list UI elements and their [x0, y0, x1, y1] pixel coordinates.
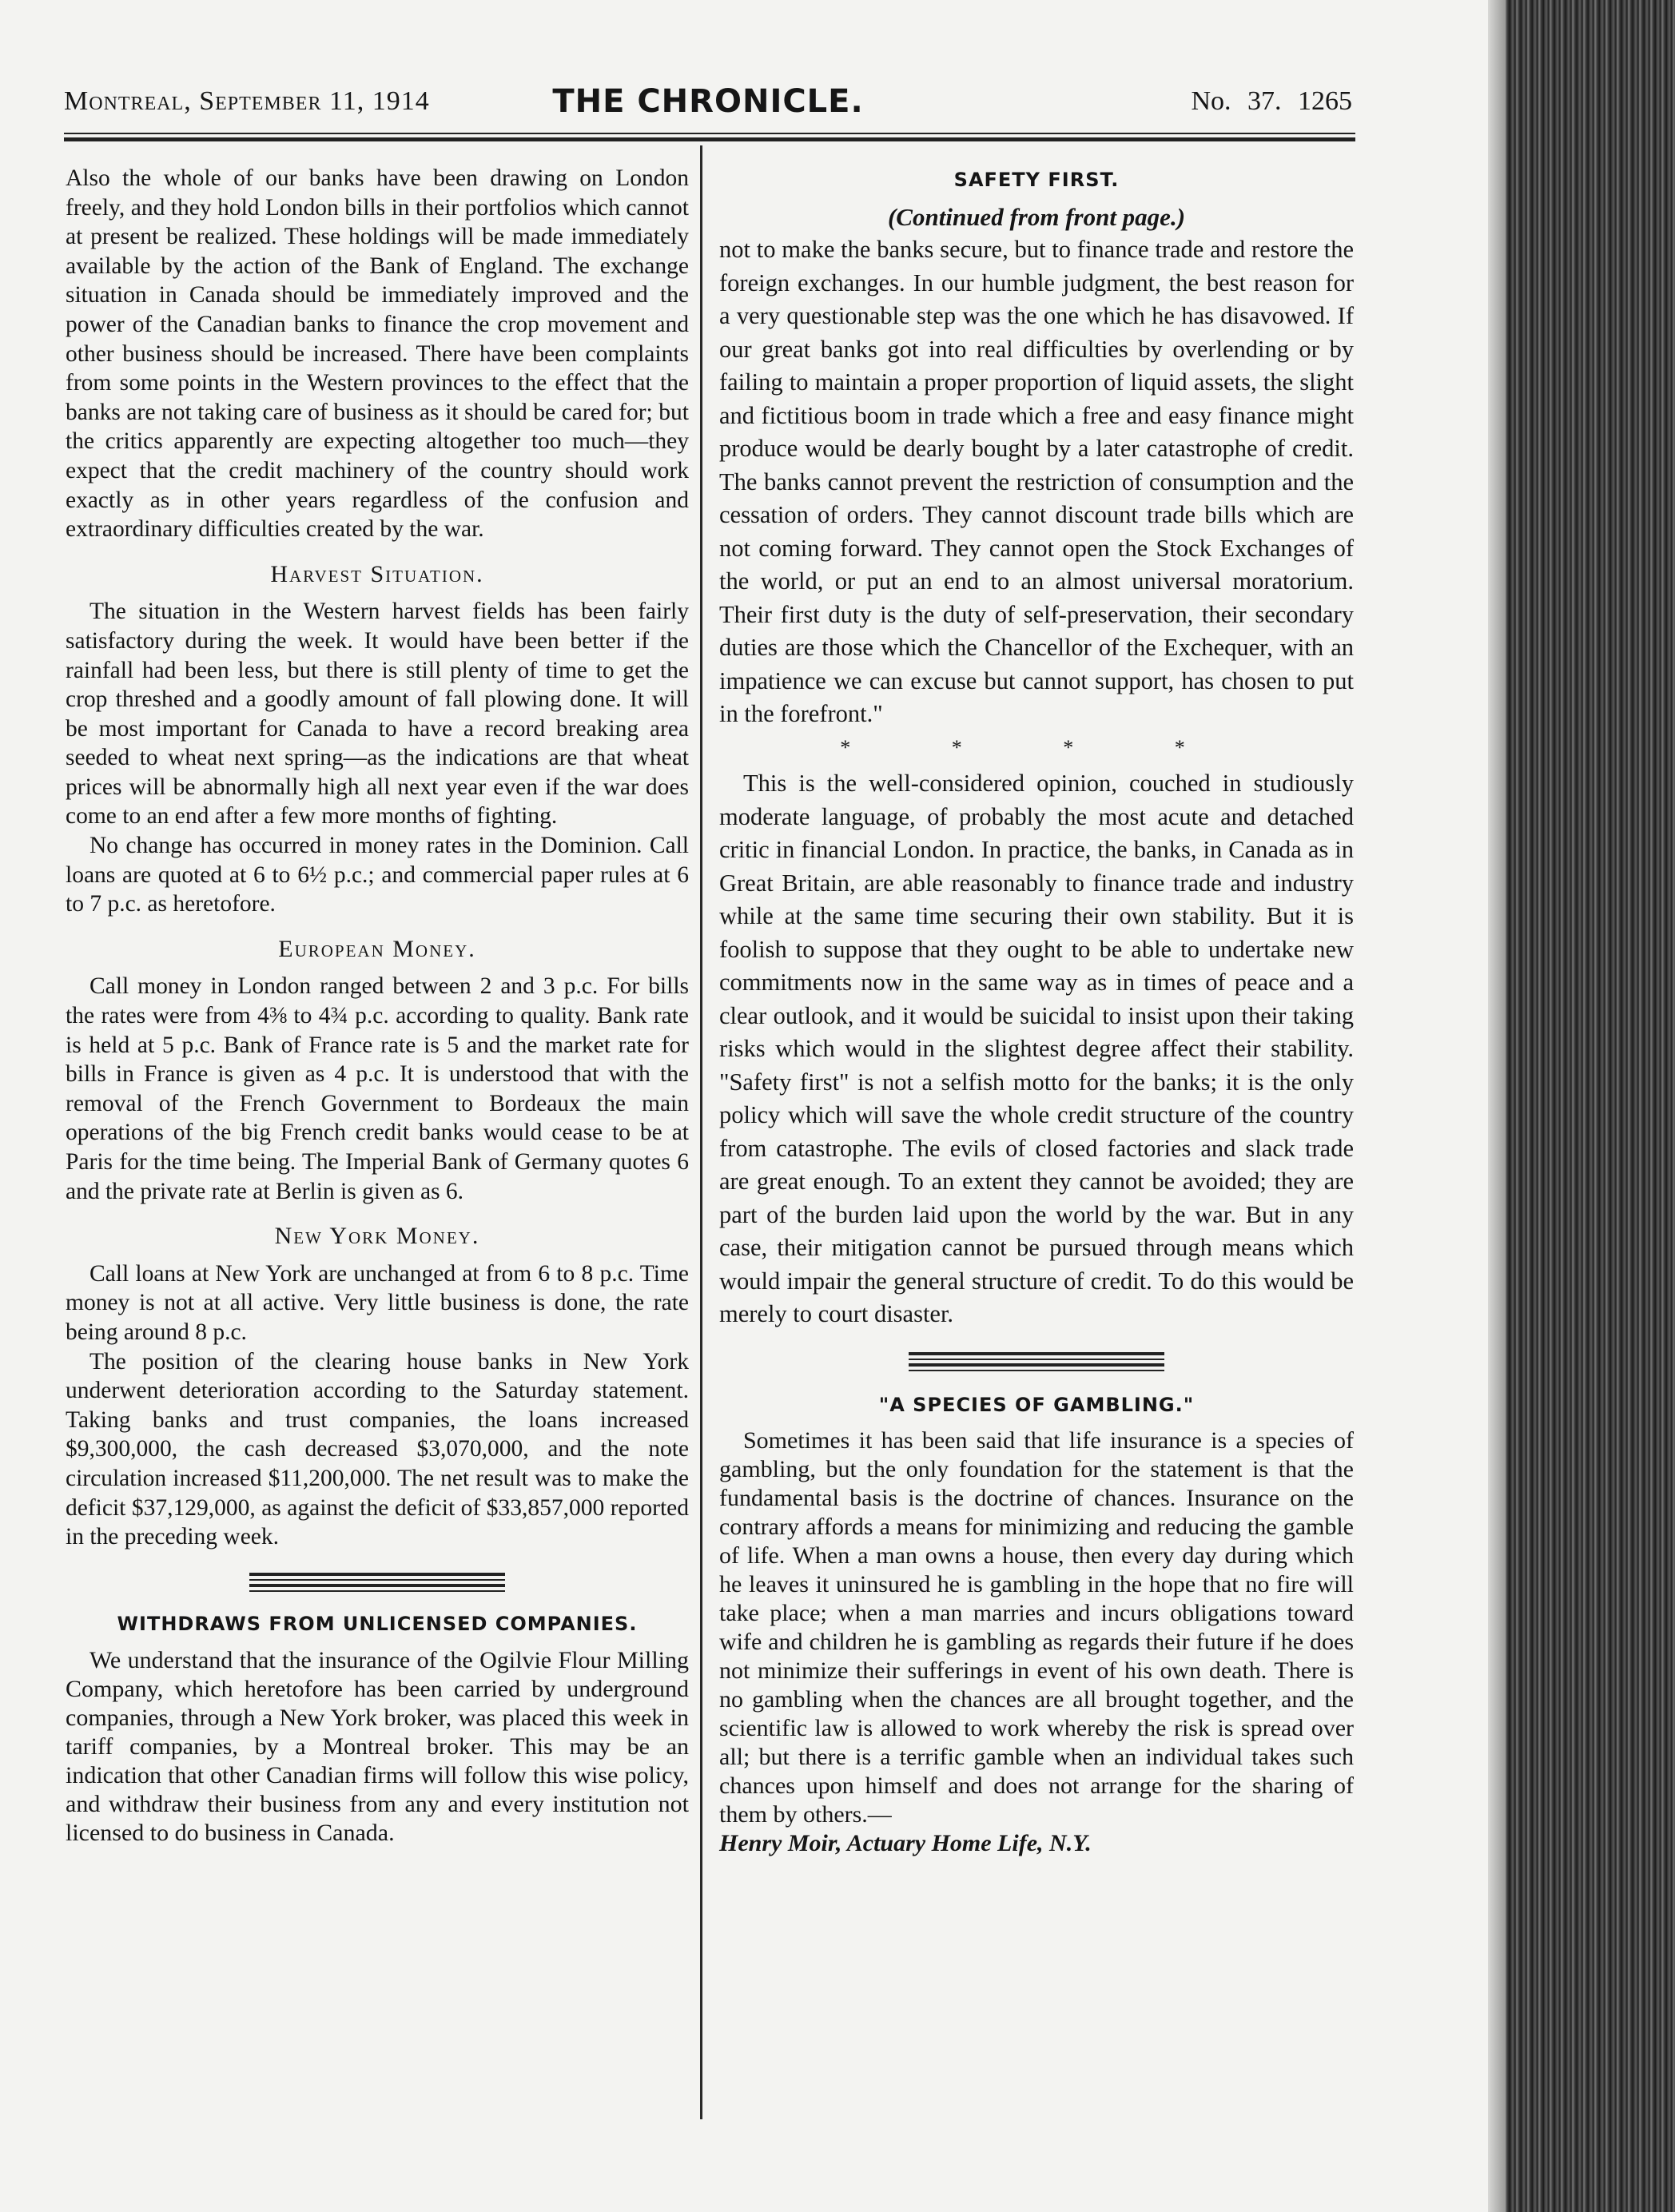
gambling-signature: Henry Moir, Actuary Home Life, N.Y.: [719, 1830, 1092, 1856]
issue-page-number: No. 37. 1265: [1191, 86, 1352, 116]
header-rule-thin: [64, 133, 1355, 134]
masthead-title: THE CHRONICLE.: [552, 83, 864, 120]
book-page-edges: [1488, 0, 1675, 2212]
gambling-heading: "A SPECIES OF GAMBLING.": [878, 1393, 1195, 1416]
newyork-paragraph-2: The position of the clearing house banks in New York underwent deterioration according to the Saturday statement. Taking banks and trust companies, the loans increased $9,300,000, the cash decreased $3,070,000, and the note circulation increased $11,200,000. The net result was to make the deficit $37,129,000, as against the deficit of $33,857,000 reported in the preceding week.: [66, 1348, 689, 1550]
section-ornament-rule: [249, 1568, 505, 1597]
newyork-money-heading: New York Money.: [274, 1223, 480, 1250]
header-dateline: Montreal, September 11, 1914: [64, 86, 430, 116]
european-money-heading: European Money.: [278, 935, 476, 962]
continued-note: (Continued from front page.): [887, 202, 1186, 231]
column-divider: [700, 145, 702, 2119]
harvest-paragraph-2: No change has occurred in money rates in the Dominion. Call loans are quoted at 6 to 6½ p.c.; and commercial paper rules at 6 to 7 p.c. as heretofore.: [66, 833, 689, 917]
safety-quote-paragraph: not to make the banks secure, but to finance trade and restore the foreign exchanges. In our humble judgment, the best reason for a very questionable step was the one which he has disavowed. If our great banks got into real difficulties by overlending or by failing to maintain a proper proportion of liquid assets, the slight and fictitious boom in trade which a free and easy finance might produce would be dearly bought by a later catastrophe of credit. The banks cannot prevent the restriction of consumption and the cessation of orders. They cannot discount trade bills which are not coming forward. They cannot open the Stock Exchanges of the world, or put an end to an almost universal moratorium. Their first duty is the duty of self-preservation, their secondary duties are those which the Chancellor of the Exchequer, with an impatience we can excuse but cannot support, has chosen to put in the forefront.": [719, 236, 1354, 727]
page-header: [64, 83, 1352, 134]
harvest-paragraph-1: The situation in the Western harvest fields has been fairly satisfactory during the week. It would have been better if the rainfall had been less, but there is still plenty of time to get the crop threshed and a goodly amount of fall plowing done. It will be most important for Canada to have a record breaking area seeded to wheat next spring—as the indications are that wheat prices will be abnormally high all next year even if the war does come to an end after a few more months of fighting.: [66, 599, 689, 830]
european-money-paragraph: Call money in London ranged between 2 and 3 p.c. For bills the rates were from 4⅜ to 4¾ p.c. according to quality. Bank rate is held at 5 p.c. Bank of France rate is 5 and the market rate for bills in France is given as 4 p.c. It is understood that with the removal of the French Government to Bordeaux the main operations of the big French credit banks would cease to be at Paris for the time being. The Imperial Bank of Germany quotes 6 and the private rate at Berlin is given as 6.: [66, 973, 689, 1204]
right-column: [719, 164, 1354, 1858]
section-ornament-rule-right: [909, 1347, 1164, 1376]
left-column: [66, 164, 689, 1848]
header-rule-thick: [64, 137, 1355, 141]
safety-first-heading: SAFETY FIRST.: [953, 169, 1120, 191]
section-stars: * * * *: [840, 735, 1233, 759]
newyork-paragraph-1: Call loans at New York are unchanged at from 6 to 8 p.c. Time money is not at all active. Very little business is done, the rate being around 8 p.c.: [66, 1260, 689, 1345]
intro-paragraph: Also the whole of our banks have been drawing on London freely, and they hold London bills in their portfolios which cannot at present be realized. These holdings will be made immediately available by the action of the Bank of England. The exchange situation in Canada should be immediately improved and the power of the Canadian banks to finance the crop movement and other business should be increased. There have been complaints from some points in the Western provinces to the effect that the banks are not taking care of business as it should be cared for; but the critics apparently are expecting altogether too much—they expect that the credit machinery of the country should work exactly as in other years regardless of the confusion and extraordinary difficulties created by the war.: [66, 165, 689, 543]
gambling-paragraph: Sometimes it has been said that life insurance is a species of gambling, but the only foundation for the statement is that the fundamental basis is the doctrine of chances. Insurance on the contrary affords a means for minimizing and reducing the gamble of life. When a man owns a house, then every day during which he leaves it uninsured he is gambling in the hope that no fire will take place; when a man marries and incurs obligations toward wife and children he is gambling as regards their future if he does not minimize their sufferings in event of his own death. There is no gambling when the chances are all brought together, and the scientific law is allowed to work whereby the risk is spread over all; but there is a terrific gamble when an individual takes such chances upon himself and does not arrange for the sharing of them by others.—: [719, 1427, 1354, 1828]
withdraws-paragraph: We understand that the insurance of the Ogilvie Flour Milling Company, which heretofore has been carried by underground companies, through a New York broker, was placed this week in tariff companies, by a Montreal broker. This may be an indication that other Canadian firms will follow this wise policy, and withdraw their business from any and every institution not licensed to do business in Canada.: [66, 1647, 689, 1847]
withdraws-heading: WITHDRAWS FROM UNLICENSED COMPANIES.: [117, 1612, 638, 1635]
harvest-heading: Harvest Situation.: [270, 560, 484, 587]
safety-comment-paragraph: This is the well-considered opinion, couched in studiously moderate language, of probably the most acute and detached critic in financial London. In practice, the banks, in Canada as in Great Britain, are able reasonably to finance trade and industry while at the same time securing their own stability. But it is foolish to suppose that they ought to be able to undertake new commitments now in the same way as in times of peace and a clear outlook, and it would be suicidal to insist upon their taking risks which would in the slightest degree affect their stability. "Safety first" is not a selfish motto for the banks; it is the only policy which will save the whole credit structure of the country from catastrophe. The evils of closed factories and slack trade are great enough. To an extent they cannot be avoided; they are part of the burden laid upon the world by the war. But in any case, their mitigation cannot be pursued through means which would impair the general structure of credit. To do this would be merely to court disaster.: [719, 770, 1354, 1327]
